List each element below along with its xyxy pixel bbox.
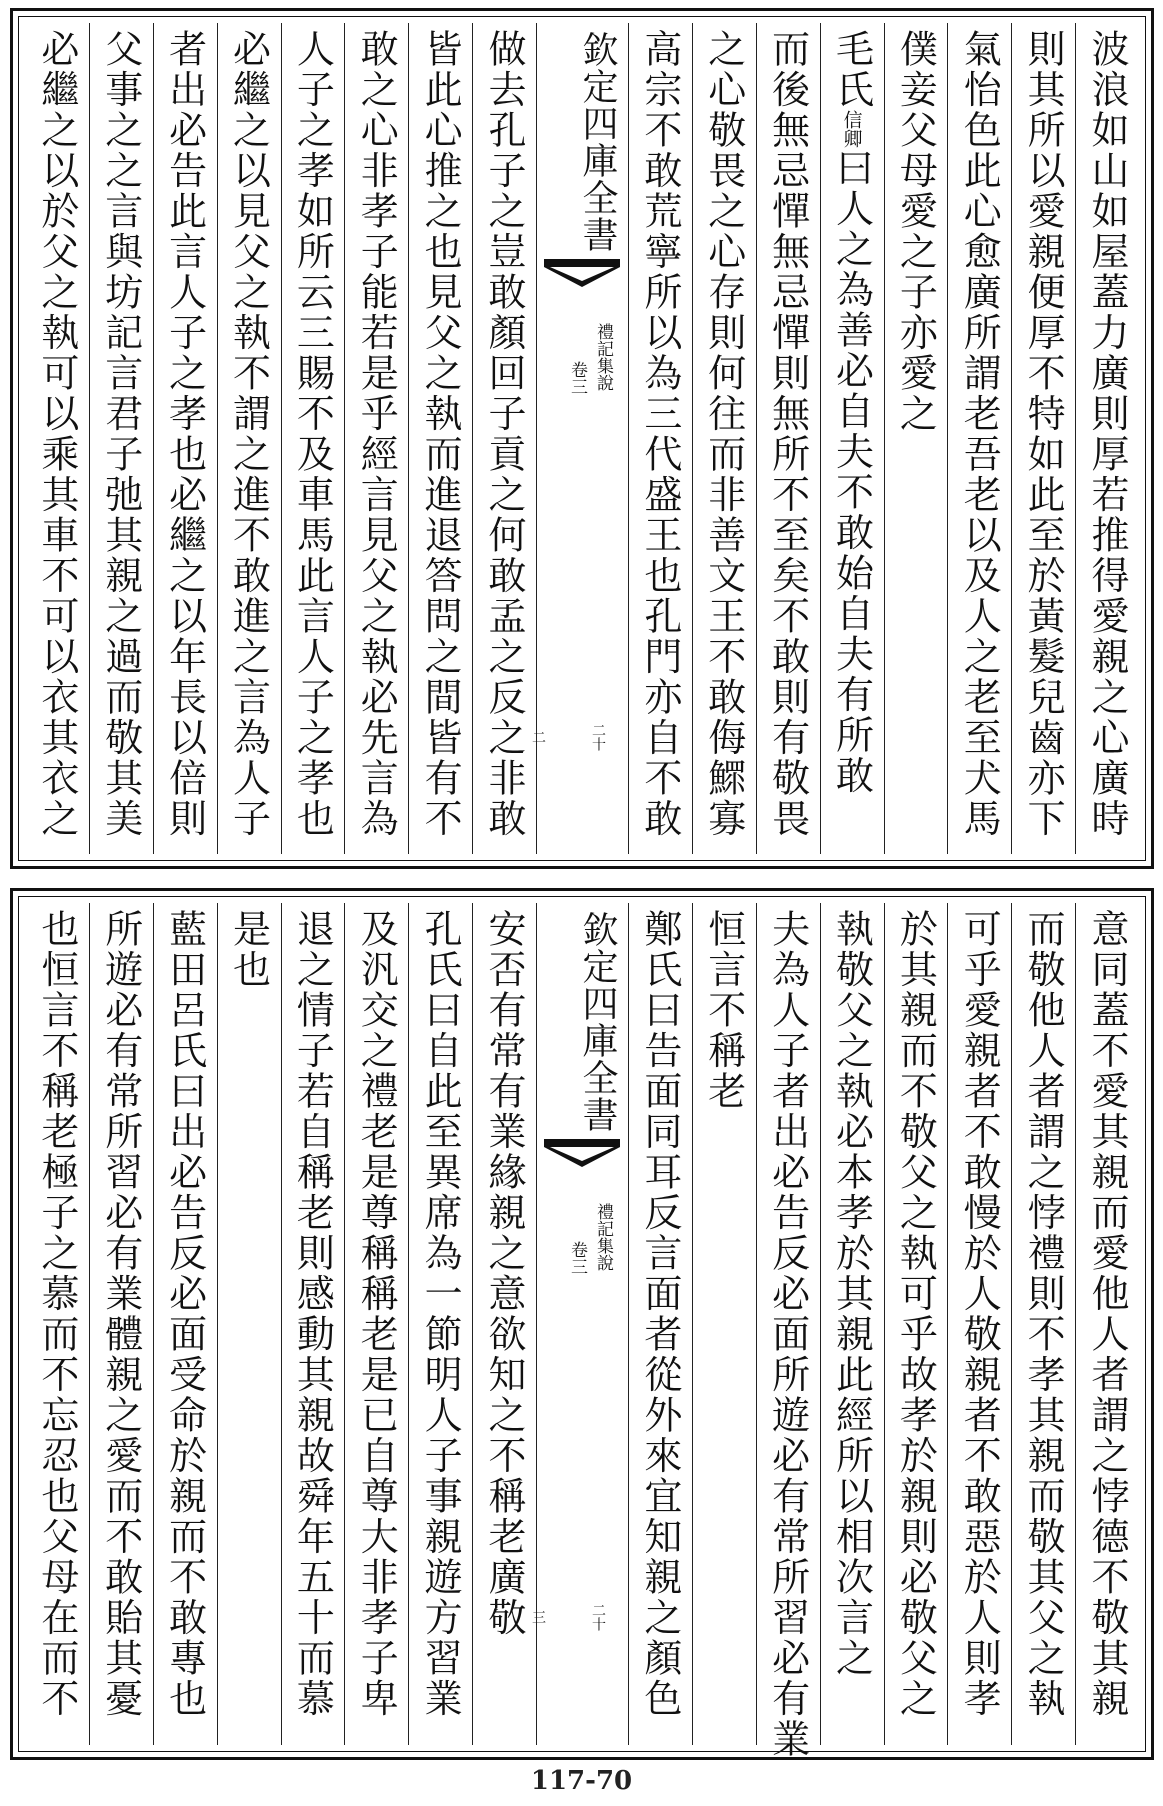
lower-column-text: 恒言不稱老 <box>701 909 746 1112</box>
lower-column-text: 是也 <box>226 909 271 990</box>
upper-volume-label: 卷三 <box>567 361 587 395</box>
lower-column-text: 也恒言不稱老極子之慕而不忘忍也父母在而不 <box>34 909 79 1719</box>
lower-text-column <box>25 903 89 1745</box>
upper-column-text: 必繼之以見父之執不謂之進不敢進之言為人子 <box>226 29 271 839</box>
upper-page-number: 二十二 <box>530 723 606 751</box>
upper-text-column <box>884 23 948 854</box>
lower-collection-title: 欽定四庫全書 <box>577 911 618 1133</box>
lower-volume-label: 卷三 <box>567 1241 587 1275</box>
lower-column-text: 執敬父之執必本孝於其親此經所以相次言之 <box>829 909 874 1679</box>
lower-column-text: 安否有常有業緣親之意欲知之不稱老廣敬 <box>482 909 526 1638</box>
lower-column-text: 而敬他人者謂之悖禮則不孝其親而敬其父之執 <box>1021 909 1066 1719</box>
upper-text-column <box>281 23 345 854</box>
upper-book-title: 禮記集說 <box>593 323 613 391</box>
upper-inline-note: 信卿 <box>840 110 863 148</box>
upper-column-text: 則其所以愛親便厚不特如此至於黃髮兒齒亦下 <box>1021 29 1066 839</box>
lower-text-column <box>408 903 472 1745</box>
upper-text-column <box>756 23 820 854</box>
upper-page <box>10 8 1154 869</box>
upper-text-segment: 毛氏 <box>829 29 874 110</box>
lower-text-column <box>628 903 692 1745</box>
lower-text-column <box>1011 903 1075 1745</box>
lower-column-text: 可乎愛親者不敢慢於人敬親者不敢惡於人則孝 <box>957 909 1002 1719</box>
lower-fish-tail-mark-icon <box>544 1139 620 1169</box>
upper-page-columns <box>25 23 1139 854</box>
lower-column-text: 所遊必有常所習必有業體親之愛而不敢貽其憂 <box>98 909 143 1719</box>
upper-text-column <box>1011 23 1075 854</box>
lower-column-text: 鄭氏曰告面同耳反言面者從外來宜知親之顏色 <box>637 909 682 1719</box>
upper-column-text: 做去孔子之豈敢顏回子貢之何敢孟之反之非敢 <box>482 29 526 839</box>
upper-text-column <box>217 23 281 854</box>
upper-collection-title: 欽定四庫全書 <box>577 31 618 253</box>
upper-column-text: 敢之心非孝子能若是乎經言見父之執必先言為 <box>354 29 399 839</box>
lower-book-title: 禮記集說 <box>593 1203 613 1271</box>
page-footer-label: 117-70 <box>530 1766 633 1796</box>
lower-text-column <box>756 903 820 1760</box>
upper-text-segment: 曰人之為善必自夫不敢始自夫有所敢 <box>829 148 874 796</box>
upper-text-column <box>153 23 217 854</box>
lower-text-column <box>344 903 408 1745</box>
upper-column-text: 必繼之以於父之執可以乘其車不可以衣其衣之 <box>34 29 79 839</box>
lower-text-column <box>884 903 948 1745</box>
upper-column-text: 波浪如山如屋蓋力廣則厚若推得愛親之心廣時 <box>1085 29 1129 839</box>
lower-text-column <box>947 903 1011 1745</box>
lower-page-number: 二十三 <box>530 1603 606 1631</box>
lower-text-column <box>153 903 217 1745</box>
upper-text-column <box>344 23 408 854</box>
lower-text-column <box>281 903 345 1745</box>
lower-center-strip <box>530 903 628 1745</box>
upper-column-text: 氣怡色此心愈廣所謂老吾老以及人之老至犬馬 <box>957 29 1002 839</box>
lower-column-text: 於其親而不敬父之執可乎故孝於親則必敬父之 <box>893 909 938 1719</box>
upper-text-column <box>25 23 89 854</box>
upper-text-column <box>947 23 1011 854</box>
upper-center-strip <box>530 23 628 854</box>
upper-column-text: 皆此心推之也見父之執而進退答問之間皆有不 <box>418 29 463 839</box>
upper-fish-tail-mark-icon <box>544 259 620 289</box>
lower-column-text: 藍田呂氏曰出必告反必面受命於親而不敢專也 <box>162 909 207 1719</box>
upper-text-column <box>89 23 153 854</box>
lower-column-text: 孔氏曰自此至異席為一節明人子事親遊方習業 <box>418 909 463 1719</box>
lower-column-text: 及汎交之禮老是尊稱稱老是已自尊大非孝子卑 <box>354 909 399 1719</box>
upper-column-text: 高宗不敢荒寧所以為三代盛王也孔門亦自不敢 <box>637 29 682 839</box>
upper-column-text: 之心敬畏之心存則何往而非善文王不敢侮鰥寡 <box>701 29 746 839</box>
upper-column-text: 者出必告此言人子之孝也必繼之以年長以倍則 <box>162 29 207 839</box>
upper-column-text <box>821 29 884 850</box>
lower-text-column <box>692 903 756 1745</box>
lower-text-column <box>820 903 884 1745</box>
upper-column-text: 而後無忌憚無忌憚則無所不至矣不敢則有敬畏 <box>765 29 810 839</box>
lower-text-column <box>89 903 153 1745</box>
lower-column-text: 夫為人子者出必告反必面所遊必有常所習必有業 <box>765 909 810 1760</box>
lower-column-text: 退之情子若自稱老則感動其親故舜年五十而慕 <box>290 909 335 1719</box>
upper-column-text: 人子之孝如所云三賜不及車馬此言人子之孝也 <box>290 29 335 839</box>
lower-text-column <box>1075 903 1139 1745</box>
upper-column-text: 父事之之言與坊記言君子弛其親之過而敬其美 <box>98 29 143 839</box>
upper-text-column <box>1075 23 1139 854</box>
lower-page <box>10 888 1154 1760</box>
lower-text-column <box>217 903 281 1745</box>
lower-page-columns <box>25 903 1139 1760</box>
lower-column-text: 意同蓋不愛其親而愛他人者謂之悖德不敬其親 <box>1085 909 1129 1719</box>
upper-text-column <box>628 23 692 854</box>
upper-column-text: 僕妾父母愛之子亦愛之 <box>893 29 938 434</box>
upper-text-column <box>820 23 884 854</box>
upper-text-column <box>408 23 472 854</box>
upper-text-column <box>692 23 756 854</box>
